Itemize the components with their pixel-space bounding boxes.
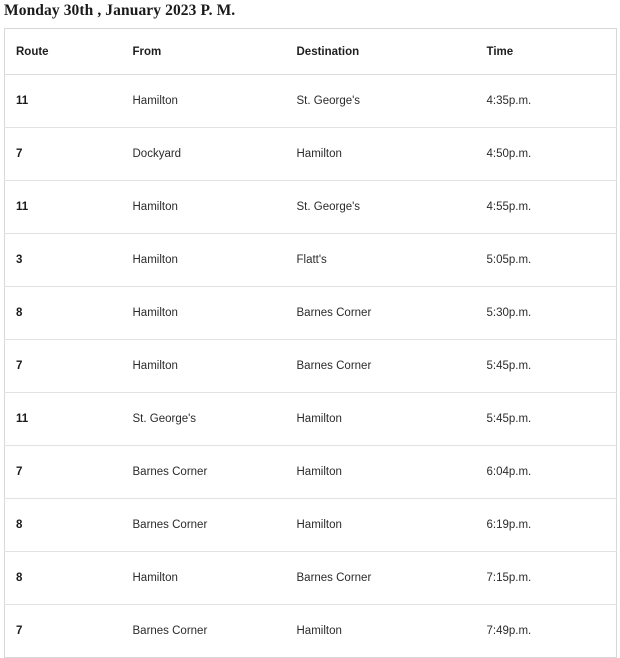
cell-from: Barnes Corner [132, 625, 208, 637]
table-header [5, 29, 617, 75]
table-row [5, 287, 617, 340]
cell-destination: Barnes Corner [286, 287, 476, 340]
cell-time: 7:15p.m. [476, 552, 617, 605]
cell-from: St. George's [122, 393, 286, 446]
cell-from: Dockyard [122, 128, 286, 181]
cell-time: 4:55p.m. [476, 181, 617, 234]
table-row [5, 552, 617, 605]
cell-route: 8 [5, 499, 122, 552]
cell-route: 11 [5, 393, 122, 446]
cell-from: Hamilton [122, 181, 286, 234]
cell-route: 8 [5, 287, 122, 340]
cell-from: Hamilton [122, 340, 286, 393]
table-header-row [5, 29, 617, 75]
table-body [5, 75, 617, 658]
cell-destination: St. George's [286, 75, 476, 128]
cell-destination: Hamilton [286, 393, 476, 446]
cell-time: 5:45p.m. [476, 393, 617, 446]
cell-time: 5:05p.m. [476, 234, 617, 287]
table-row [5, 234, 617, 287]
cell-route: 11 [5, 75, 122, 128]
cell-time: 4:50p.m. [476, 128, 617, 181]
cell-destination: Hamilton [286, 128, 476, 181]
cell-route: 7 [5, 128, 122, 181]
table-row [5, 446, 617, 499]
cell-time: 5:30p.m. [476, 287, 617, 340]
cell-from: Hamilton [122, 287, 286, 340]
table-row [5, 75, 617, 128]
cell-route: 11 [5, 181, 122, 234]
cell-destination: Hamilton [286, 446, 476, 499]
cell-route: 7 [16, 625, 23, 637]
cell-route: 8 [5, 552, 122, 605]
column-header-from: From [122, 29, 286, 75]
table-row [5, 393, 617, 446]
bus-schedule-table [4, 28, 617, 658]
cell-destination: Hamilton [296, 625, 342, 637]
cell-destination: Barnes Corner [286, 552, 476, 605]
cell-route: 7 [5, 446, 122, 499]
cell-from: Hamilton [122, 234, 286, 287]
table-row [5, 181, 617, 234]
cell-time: 7:49p.m. [486, 625, 532, 637]
table-row [5, 605, 617, 658]
cell-from: Hamilton [122, 552, 286, 605]
cell-time: 5:45p.m. [476, 340, 617, 393]
cell-time: 6:04p.m. [476, 446, 617, 499]
cell-from: Hamilton [122, 75, 286, 128]
column-header-destination: Destination [286, 29, 476, 75]
cell-from: Barnes Corner [122, 499, 286, 552]
cell-from: Barnes Corner [122, 446, 286, 499]
page-title: Monday 30th , January 2023 P. M. [4, 2, 236, 19]
cell-time: 4:35p.m. [476, 75, 617, 128]
cell-destination: Flatt's [286, 234, 476, 287]
cell-destination: Hamilton [286, 499, 476, 552]
cell-route: 3 [5, 234, 122, 287]
cell-route: 7 [5, 340, 122, 393]
table-row [5, 340, 617, 393]
cell-destination: Barnes Corner [286, 340, 476, 393]
cell-destination: St. George's [286, 181, 476, 234]
column-header-route: Route [5, 29, 122, 75]
cell-time: 6:19p.m. [476, 499, 617, 552]
table-row [5, 499, 617, 552]
column-header-time: Time [476, 29, 617, 75]
table-row [5, 128, 617, 181]
